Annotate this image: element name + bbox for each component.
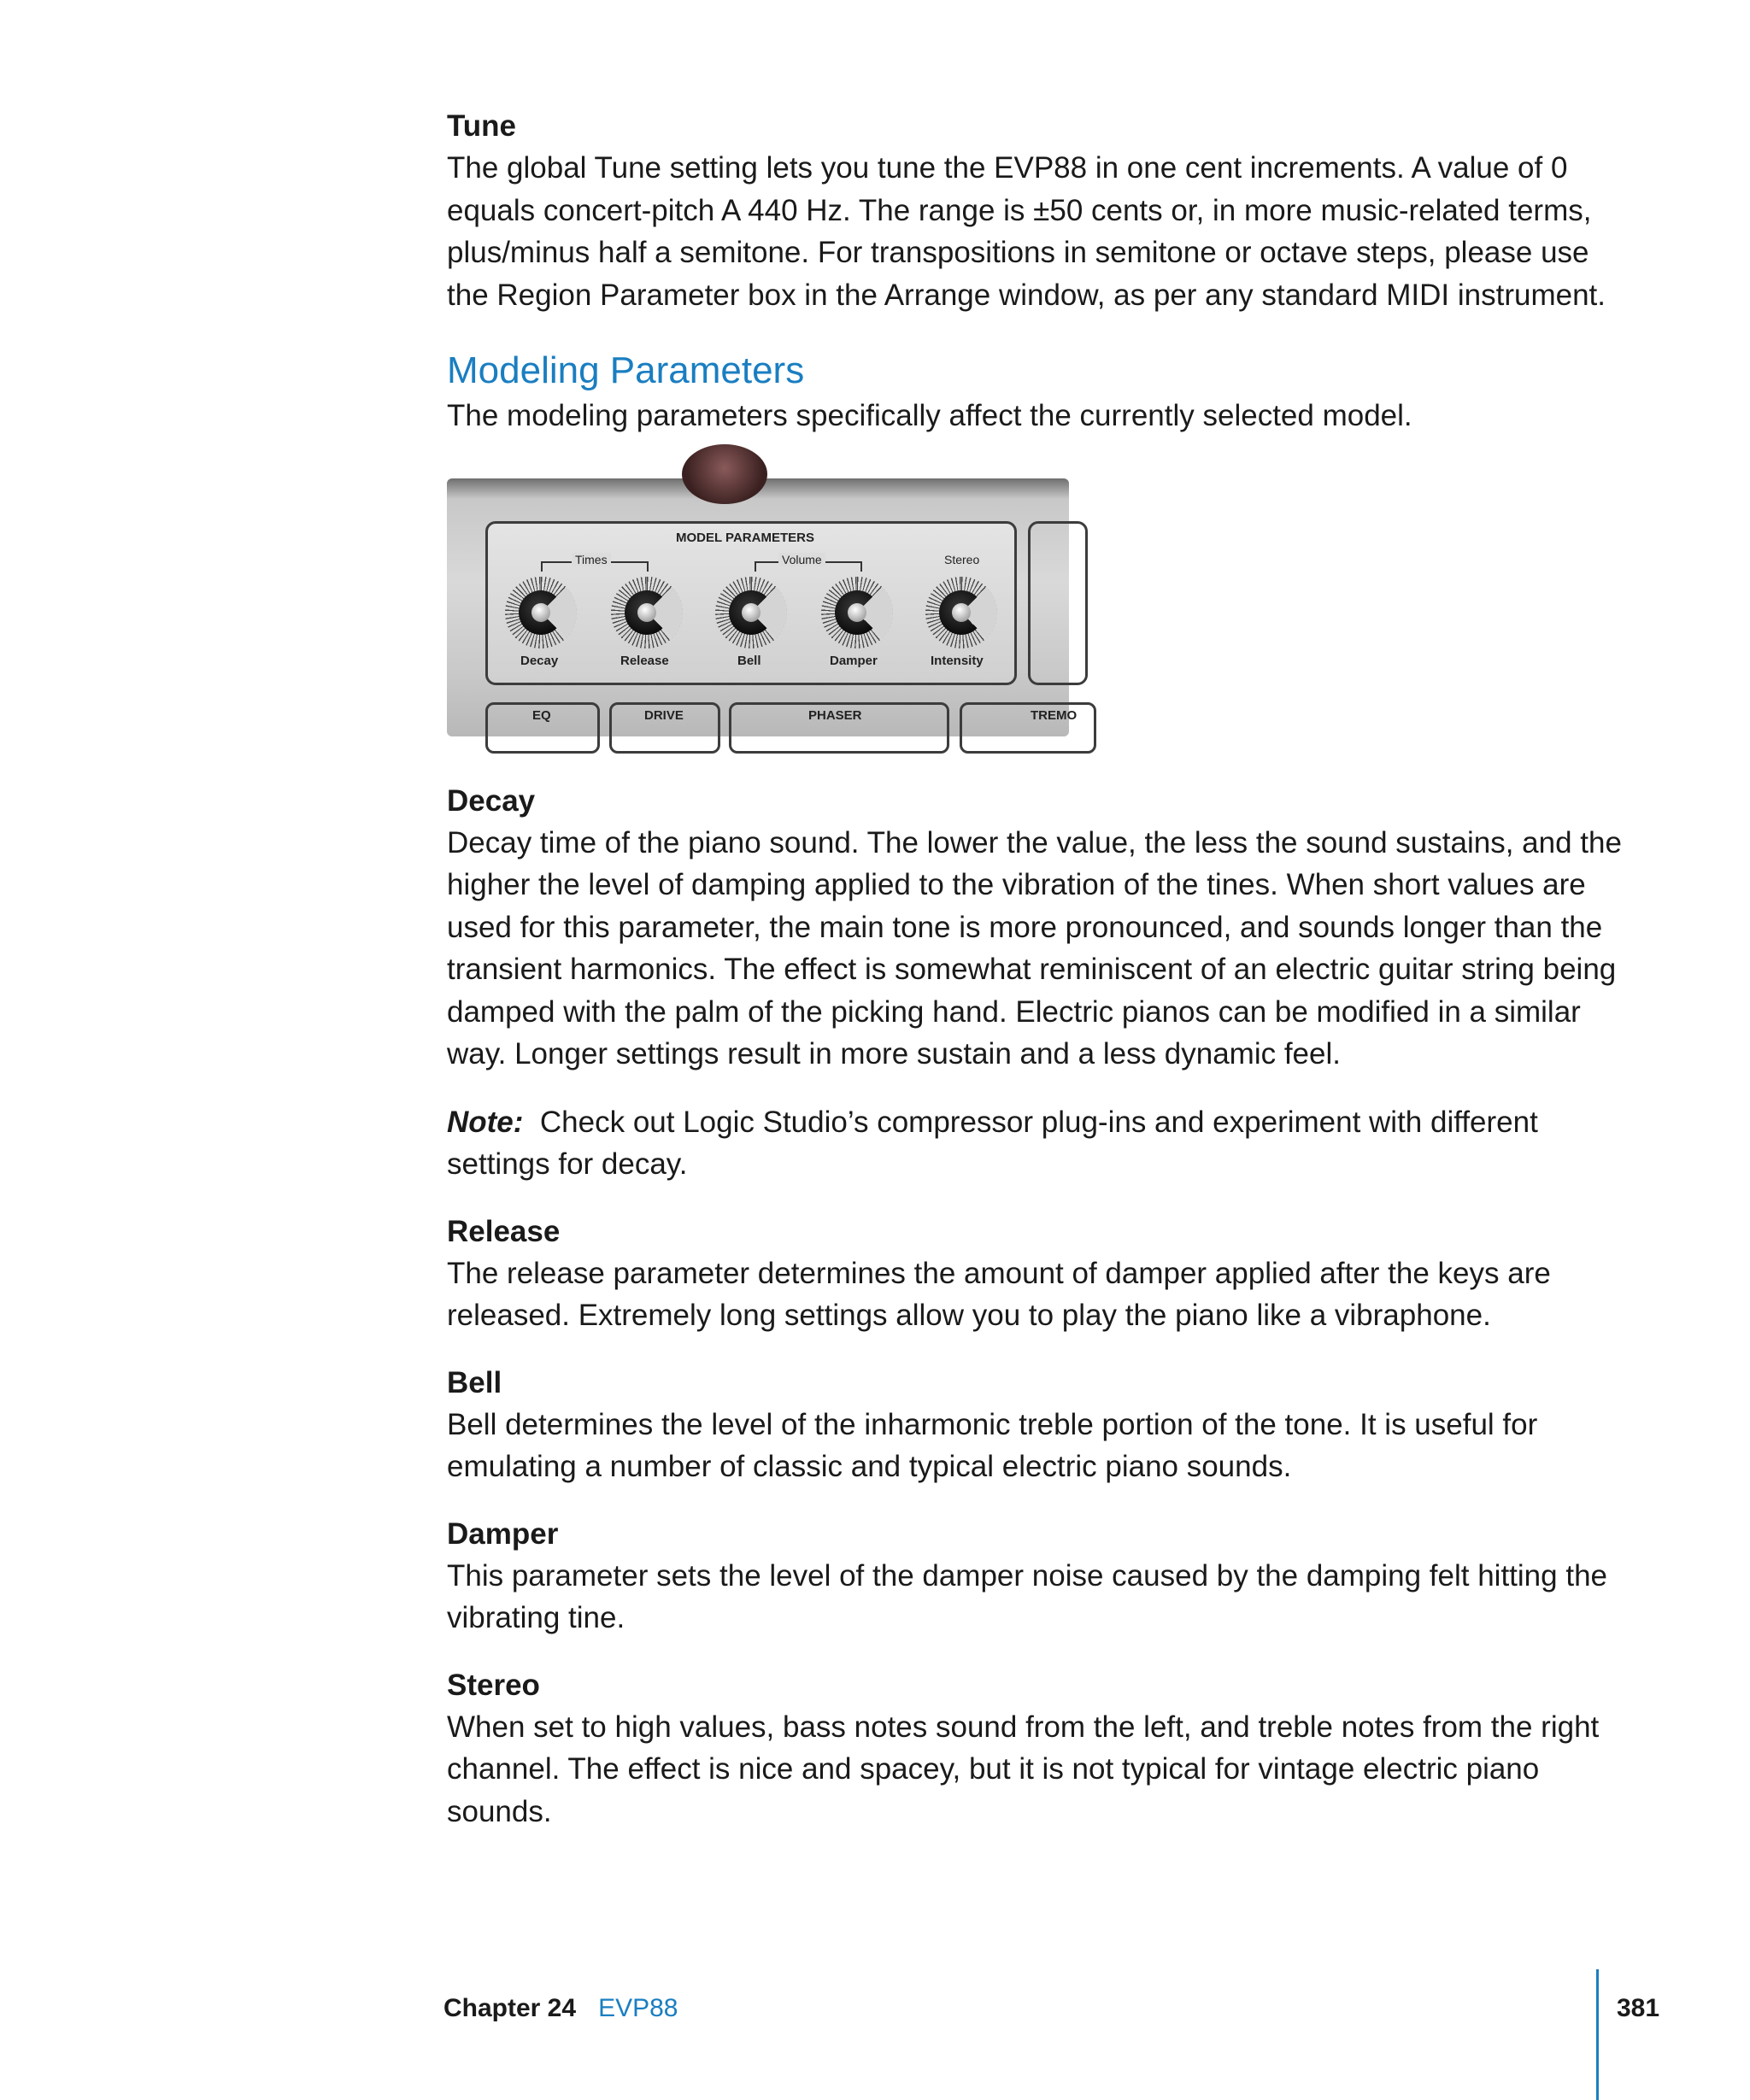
tab-drive: DRIVE	[644, 707, 684, 723]
footer-divider	[1596, 1969, 1599, 2100]
page-number: 381	[1617, 1994, 1660, 2022]
release-body: The release parameter determines the amount of damper applied after the keys are released. Extremely long settings allow you to play the piano like a vibraphone.	[447, 1256, 1551, 1332]
bell-knob[interactable]	[715, 577, 787, 648]
eq-panel	[485, 702, 600, 754]
tune-body: The global Tune setting lets you tune the EVP88 in one cent increments. A value of 0 equals concert-pitch A 440 Hz. The range is ±50 cents or, in more music-related terms, plus/minus half a semitone. For transpositions in semitone or octave steps, please use the Region Parameter box in the Arrange window, as per any standard MIDI instrument.	[447, 151, 1606, 312]
decay-body: Decay time of the piano sound. The lower the value, the less the sound sustains, and the higher the level of damping applied to the vibration of the tines. When short values are used for this parameter, the main tone is more pronounced, and sounds longer than the transient harmonics. The effect is somewhat reminiscent of an electric guitar string being damped with the palm of the picking hand. Electric pianos can be modified in a similar way. Longer settings result in more sustain and a less dynamic feel.	[447, 825, 1622, 1071]
page-content	[447, 106, 1626, 1858]
tab-tremolo: TREMO	[1031, 707, 1078, 723]
decay-section	[447, 781, 1626, 1076]
knob-label-intensity: Intensity	[931, 653, 984, 668]
modeling-intro: The modeling parameters specifically affect the currently selected model.	[447, 399, 1412, 432]
group-label-volume: Volume	[778, 553, 825, 566]
top-knob-decoration	[682, 444, 767, 504]
knob-label-damper: Damper	[830, 653, 878, 668]
model-parameters-panel	[485, 521, 1017, 685]
stereo-heading: Stereo	[447, 1668, 540, 1702]
decay-heading: Decay	[447, 783, 536, 818]
drive-panel	[609, 702, 720, 754]
section-title-modeling: Modeling Parameters	[447, 349, 805, 391]
tune-heading: Tune	[447, 109, 517, 143]
footer-chapter: Chapter 24	[443, 1994, 577, 2022]
group-label-times: Times	[572, 553, 611, 566]
group-label-stereo: Stereo	[944, 552, 980, 566]
bell-heading: Bell	[447, 1365, 502, 1399]
bell-section	[447, 1363, 1626, 1488]
tremolo-panel	[960, 702, 1096, 754]
release-knob[interactable]	[611, 577, 683, 648]
panel-title: MODEL PARAMETERS	[676, 530, 814, 545]
page-footer	[443, 1991, 678, 2026]
tune-section	[447, 106, 1626, 316]
tab-phaser: PHASER	[808, 707, 862, 723]
damper-section	[447, 1514, 1626, 1640]
knob-label-decay: Decay	[520, 653, 559, 668]
damper-body: This parameter sets the level of the damper noise caused by the damping felt hitting the vibrating tine.	[447, 1558, 1607, 1634]
bell-body: Bell determines the level of the inharmonic treble portion of the tone. It is useful for emulating a number of classic and typical electric piano sounds.	[447, 1407, 1538, 1483]
modeling-section	[447, 347, 1626, 437]
knob-label-release: Release	[620, 653, 669, 668]
stereo-body: When set to high values, bass notes sound from the left, and treble notes from the right channel. The effect is nice and spacey, but it is not typical for vintage electric piano sounds.	[447, 1710, 1600, 1828]
release-section	[447, 1211, 1626, 1337]
model-parameters-figure	[447, 478, 1078, 736]
adjacent-panel	[1028, 521, 1088, 685]
footer-chapter-title[interactable]: EVP88	[598, 1994, 678, 2022]
note-section	[447, 1101, 1626, 1186]
note-label: Note:	[447, 1105, 524, 1139]
damper-heading: Damper	[447, 1516, 559, 1551]
note-paragraph	[447, 1101, 1626, 1186]
decay-knob[interactable]	[505, 577, 577, 648]
knob-label-bell: Bell	[737, 653, 761, 668]
release-heading: Release	[447, 1214, 561, 1248]
note-body: Check out Logic Studio’s compressor plug-ins and experiment with different settings for decay.	[447, 1105, 1538, 1181]
tab-eq: EQ	[532, 707, 551, 723]
intensity-knob[interactable]	[925, 577, 997, 648]
phaser-panel	[729, 702, 949, 754]
stereo-section	[447, 1665, 1626, 1833]
damper-knob[interactable]	[821, 577, 893, 648]
